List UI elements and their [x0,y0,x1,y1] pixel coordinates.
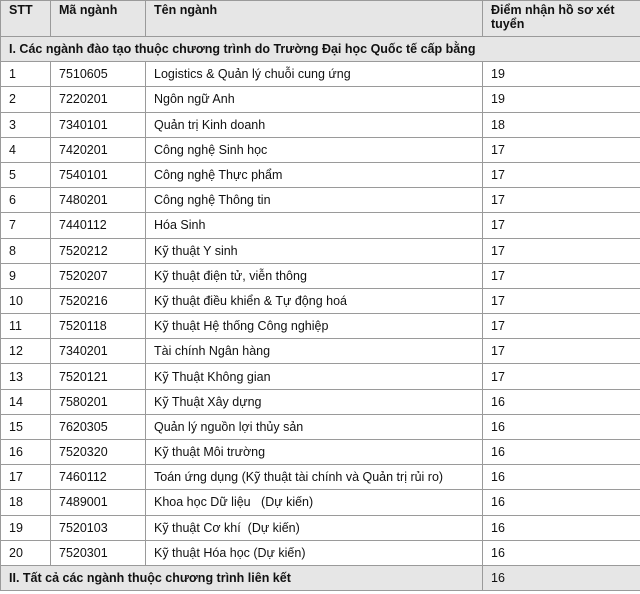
row-stt: 2 [1,87,51,112]
row-score: 17 [483,238,640,263]
table-row [1,238,640,263]
row-score: 16 [483,540,640,565]
row-major-code: 7340201 [51,339,146,364]
section-2-row [1,565,640,590]
table-row [1,162,640,187]
row-major-code: 7420201 [51,137,146,162]
table-row [1,188,640,213]
table-row [1,440,640,465]
row-major-code: 7520118 [51,314,146,339]
table-row [1,364,640,389]
row-stt: 6 [1,188,51,213]
row-major-code: 7620305 [51,414,146,439]
row-major-name: Logistics & Quản lý chuỗi cung ứng [146,62,483,87]
row-stt: 4 [1,137,51,162]
table-row [1,263,640,288]
table-row [1,389,640,414]
table-row [1,288,640,313]
row-stt: 11 [1,314,51,339]
row-major-name: Kỹ thuật điều khiển & Tự động hoá [146,288,483,313]
row-major-name: Hóa Sinh [146,213,483,238]
row-stt: 17 [1,465,51,490]
table-row [1,490,640,515]
row-stt: 7 [1,213,51,238]
table-row [1,540,640,565]
row-stt: 19 [1,515,51,540]
row-stt: 9 [1,263,51,288]
row-score: 16 [483,465,640,490]
row-score: 18 [483,112,640,137]
row-score: 17 [483,263,640,288]
row-major-code: 7520212 [51,238,146,263]
table-row [1,414,640,439]
row-major-name: Toán ứng dụng (Kỹ thuật tài chính và Quản trị rủi ro) [146,465,483,490]
row-major-name: Công nghệ Sinh học [146,137,483,162]
table-row [1,314,640,339]
row-major-name: Công nghệ Thực phẩm [146,162,483,187]
row-stt: 16 [1,440,51,465]
row-major-name: Quản trị Kinh doanh [146,112,483,137]
row-stt: 18 [1,490,51,515]
row-major-name: Kỹ thuật Cơ khí (Dự kiến) [146,515,483,540]
table-row [1,87,640,112]
row-stt: 3 [1,112,51,137]
row-score: 16 [483,490,640,515]
row-major-name: Kỹ thuật Y sinh [146,238,483,263]
row-major-code: 7440112 [51,213,146,238]
row-major-name: Khoa học Dữ liệu (Dự kiến) [146,490,483,515]
row-major-code: 7460112 [51,465,146,490]
row-major-name: Kỹ Thuật Không gian [146,364,483,389]
row-score: 17 [483,339,640,364]
row-score: 17 [483,188,640,213]
header-stt: STT [1,1,51,37]
table-header-row [1,1,640,37]
row-major-code: 7520301 [51,540,146,565]
row-major-code: 7540101 [51,162,146,187]
row-major-code: 7520320 [51,440,146,465]
header-major-name: Tên ngành [146,1,483,37]
row-major-name: Kỹ thuật Hóa học (Dự kiến) [146,540,483,565]
row-major-code: 7480201 [51,188,146,213]
row-stt: 14 [1,389,51,414]
row-stt: 5 [1,162,51,187]
table-row [1,112,640,137]
row-score: 17 [483,314,640,339]
row-stt: 12 [1,339,51,364]
row-major-code: 7520103 [51,515,146,540]
row-stt: 10 [1,288,51,313]
row-major-name: Ngôn ngữ Anh [146,87,483,112]
row-stt: 20 [1,540,51,565]
row-major-code: 7580201 [51,389,146,414]
table-row [1,213,640,238]
row-major-name: Quản lý nguồn lợi thủy sản [146,414,483,439]
row-score: 16 [483,414,640,439]
section-1-title: I. Các ngành đào tạo thuộc chương trình do Trường Đại học Quốc tế cấp bằng [1,37,640,62]
row-stt: 8 [1,238,51,263]
table-row [1,62,640,87]
row-stt: 13 [1,364,51,389]
table-row [1,465,640,490]
row-stt: 1 [1,62,51,87]
row-score: 16 [483,389,640,414]
row-major-name: Kỹ thuật Hệ thống Công nghiệp [146,314,483,339]
row-score: 17 [483,288,640,313]
row-score: 17 [483,137,640,162]
table-row [1,515,640,540]
section-1-row [1,37,640,62]
row-score: 17 [483,162,640,187]
row-major-name: Kỹ thuật điện tử, viễn thông [146,263,483,288]
row-stt: 15 [1,414,51,439]
row-major-code: 7520216 [51,288,146,313]
row-score: 16 [483,440,640,465]
row-major-name: Tài chính Ngân hàng [146,339,483,364]
row-major-name: Kỹ thuật Môi trường [146,440,483,465]
row-major-code: 7220201 [51,87,146,112]
header-major-code: Mã ngành [51,1,146,37]
row-score: 17 [483,364,640,389]
row-score: 19 [483,62,640,87]
row-major-code: 7510605 [51,62,146,87]
section-2-score: 16 [483,565,640,590]
row-major-name: Công nghệ Thông tin [146,188,483,213]
row-score: 19 [483,87,640,112]
section-2-title: II. Tất cả các ngành thuộc chương trình liên kết [1,565,483,590]
header-score: Điểm nhận hồ sơ xét tuyển [483,1,640,37]
row-major-code: 7489001 [51,490,146,515]
row-score: 17 [483,213,640,238]
row-major-code: 7520121 [51,364,146,389]
table-row [1,137,640,162]
row-major-name: Kỹ Thuật Xây dựng [146,389,483,414]
row-major-code: 7340101 [51,112,146,137]
row-major-code: 7520207 [51,263,146,288]
row-score: 16 [483,515,640,540]
table-row [1,339,640,364]
